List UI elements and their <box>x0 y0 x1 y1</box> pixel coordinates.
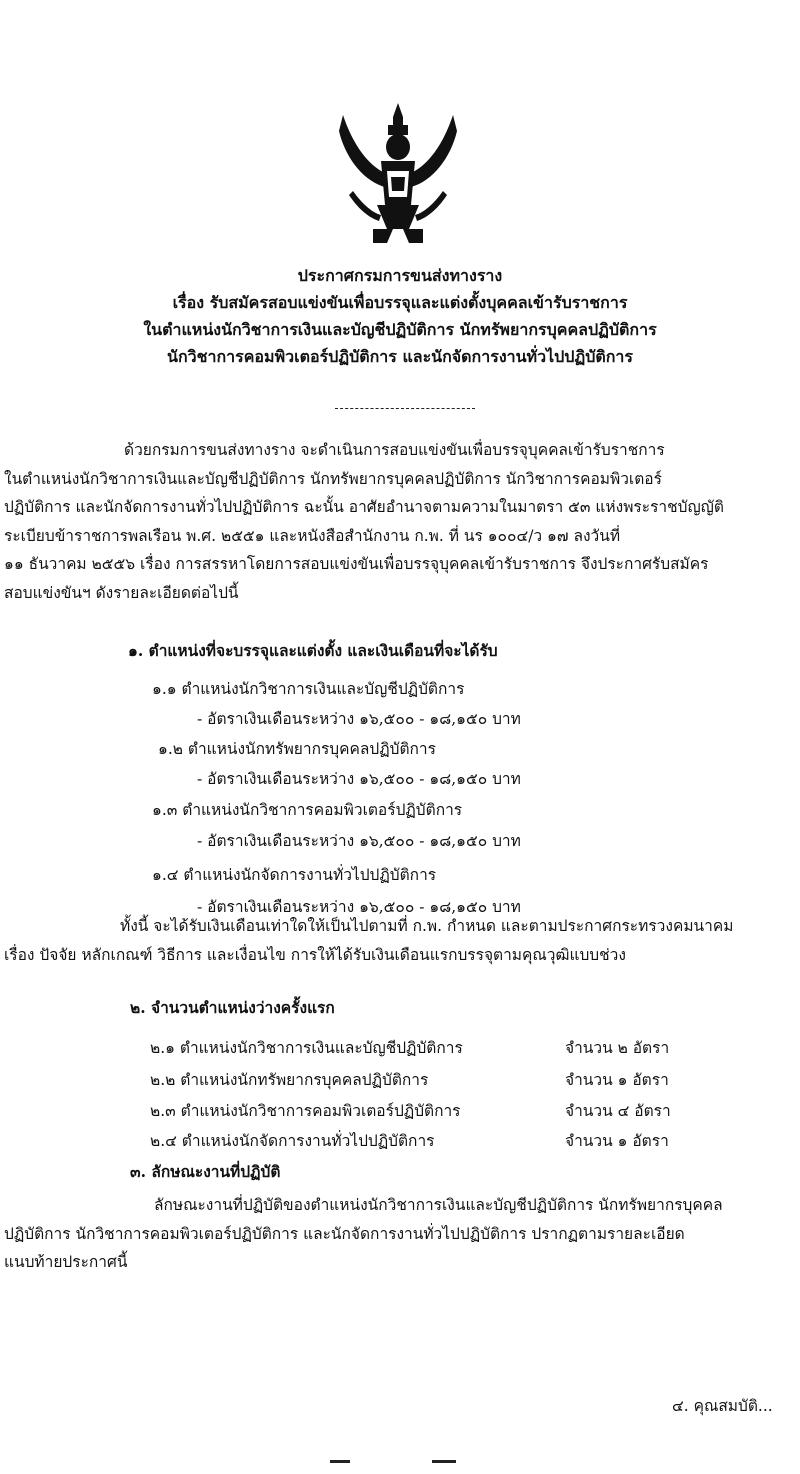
body-line: ปฏิบัติการ นักวิชาการคอมพิวเตอร์ปฏิบัติการ และนักจัดการงานทั่วไปปฏิบัติการ ปรากฏตามรายละเอียด <box>4 1224 685 1243</box>
title-line-1: ประกาศกรมการขนส่งทางราง <box>297 266 503 285</box>
section-1-item-title: ๑.๔ ตำแหน่งนักจัดการงานทั่วไปปฏิบัติการ <box>152 866 437 884</box>
section-2-item-title: ๒.๓ ตำแหน่งนักวิชาการคอมพิวเตอร์ปฏิบัติการ <box>150 1102 461 1120</box>
section-1-item-title: ๑.๒ ตำแหน่งนักทรัพยากรบุคคลปฏิบัติการ <box>158 740 436 758</box>
intro-line: ในตำแหน่งนักวิชาการเงินและบัญชีปฏิบัติการ นักทรัพยากรบุคคลปฏิบัติการ นักวิชาการคอมพิวเตอร์ <box>4 469 662 488</box>
section-2-item-count: จำนวน ๔ อัตรา <box>565 1102 671 1120</box>
section-2-item-count: จำนวน ๑ อัตรา <box>565 1071 669 1089</box>
announcement-title <box>0 262 800 370</box>
section-2-item-count: จำนวน ๑ อัตรา <box>565 1132 669 1150</box>
section-1-item-title: ๑.๑ ตำแหน่งนักวิชาการเงินและบัญชีปฏิบัติการ <box>152 680 465 698</box>
section-2-item-title: ๒.๑ ตำแหน่งนักวิชาการเงินและบัญชีปฏิบัติการ <box>150 1039 463 1057</box>
section-1-item-salary: - อัตราเงินเดือนระหว่าง ๑๖,๕๐๐ - ๑๘,๑๕๐ บาท <box>197 832 521 850</box>
section-2-item-title: ๒.๒ ตำแหน่งนักทรัพยากรบุคคลปฏิบัติการ <box>150 1071 429 1089</box>
scan-artifact <box>330 1460 350 1463</box>
section-1-item-salary: - อัตราเงินเดือนระหว่าง ๑๖,๕๐๐ - ๑๘,๑๕๐ บาท <box>197 770 521 788</box>
intro-line: ระเบียบข้าราชการพลเรือน พ.ศ. ๒๕๕๑ และหนังสือสำนักงาน ก.พ. ที่ นร ๑๐๐๔/ว ๑๗ ลงวันที่ <box>4 526 621 545</box>
intro-line: ปฏิบัติการ และนักจัดการงานทั่วไปปฏิบัติการ ฉะนั้น อาศัยอำนาจตามความในมาตรา ๕๓ แห่งพระราชบัญญัติ <box>4 498 724 517</box>
intro-line: ๑๑ ธันวาคม ๒๕๕๖ เรื่อง การสรรหาโดยการสอบแข่งขันเพื่อบรรจุบุคคลเข้ารับราชการ จึงประกาศรับสมัคร <box>4 555 709 574</box>
section-2-heading: ๒. จำนวนตำแหน่งว่างครั้งแรก <box>130 998 335 1017</box>
body-line: ลักษณะงานที่ปฏิบัติของตำแหน่งนักวิชาการเงินและบัญชีปฏิบัติการ นักทรัพยากรบุคคล <box>154 1196 723 1214</box>
section-1-heading: ๑. ตำแหน่งที่จะบรรจุและแต่งตั้ง และเงินเดือนที่จะได้รับ <box>128 641 498 660</box>
title-line-2: เรื่อง รับสมัครสอบแข่งขันเพื่อบรรจุและแต่งตั้งบุคคลเข้ารับราชการ <box>172 293 628 312</box>
section-1-note-line-1 <box>120 912 796 941</box>
body-line: แนบท้ายประกาศนี้ <box>4 1253 128 1272</box>
section-1-note-line-2 <box>4 941 796 970</box>
section-3-heading: ๓. ลักษณะงานที่ปฏิบัติ <box>130 1162 281 1181</box>
scan-artifact <box>432 1460 456 1463</box>
title-line-3: ในตำแหน่งนักวิชาการเงินและบัญชีปฏิบัติการ นักทรัพยากรบุคคลปฏิบัติการ <box>143 320 657 339</box>
intro-line: สอบแข่งขันฯ ดังรายละเอียดต่อไปนี้ <box>4 583 239 602</box>
section-3-body <box>4 1191 796 1277</box>
section-2-item-title: ๒.๔ ตำแหน่งนักจัดการงานทั่วไปปฏิบัติการ <box>150 1132 435 1150</box>
section-1-item-title: ๑.๓ ตำแหน่งนักวิชาการคอมพิวเตอร์ปฏิบัติการ <box>152 801 463 819</box>
note-line: ทั้งนี้ จะได้รับเงินเดือนเท่าใดให้เป็นไปตามที่ ก.พ. กำหนด และตามประกาศกระทรวงคมนาคม <box>120 917 734 935</box>
title-divider <box>335 408 475 409</box>
title-line-4: นักวิชาการคอมพิวเตอร์ปฏิบัติการ และนักจัดการงานทั่วไปปฏิบัติการ <box>167 347 633 366</box>
garuda-emblem-icon <box>333 95 463 255</box>
intro-line: ด้วยกรมการขนส่งทางราง จะดำเนินการสอบแข่งขันเพื่อบรรจุบุคคลเข้ารับราชการ <box>124 441 665 459</box>
intro-paragraph <box>4 436 796 608</box>
continuation-marker: ๔. คุณสมบัติ... <box>672 1397 773 1415</box>
section-1-item-salary: - อัตราเงินเดือนระหว่าง ๑๖,๕๐๐ - ๑๘,๑๕๐ บาท <box>197 898 521 916</box>
section-2-item-count: จำนวน ๒ อัตรา <box>565 1039 670 1057</box>
section-1-item-salary: - อัตราเงินเดือนระหว่าง ๑๖,๕๐๐ - ๑๘,๑๕๐ บาท <box>197 710 521 728</box>
note-line: เรื่อง ปัจจัย หลักเกณฑ์ วิธีการ และเงื่อนไข การให้ได้รับเงินเดือนแรกบรรจุตามคุณวุฒิแบบช่วง <box>4 946 626 964</box>
